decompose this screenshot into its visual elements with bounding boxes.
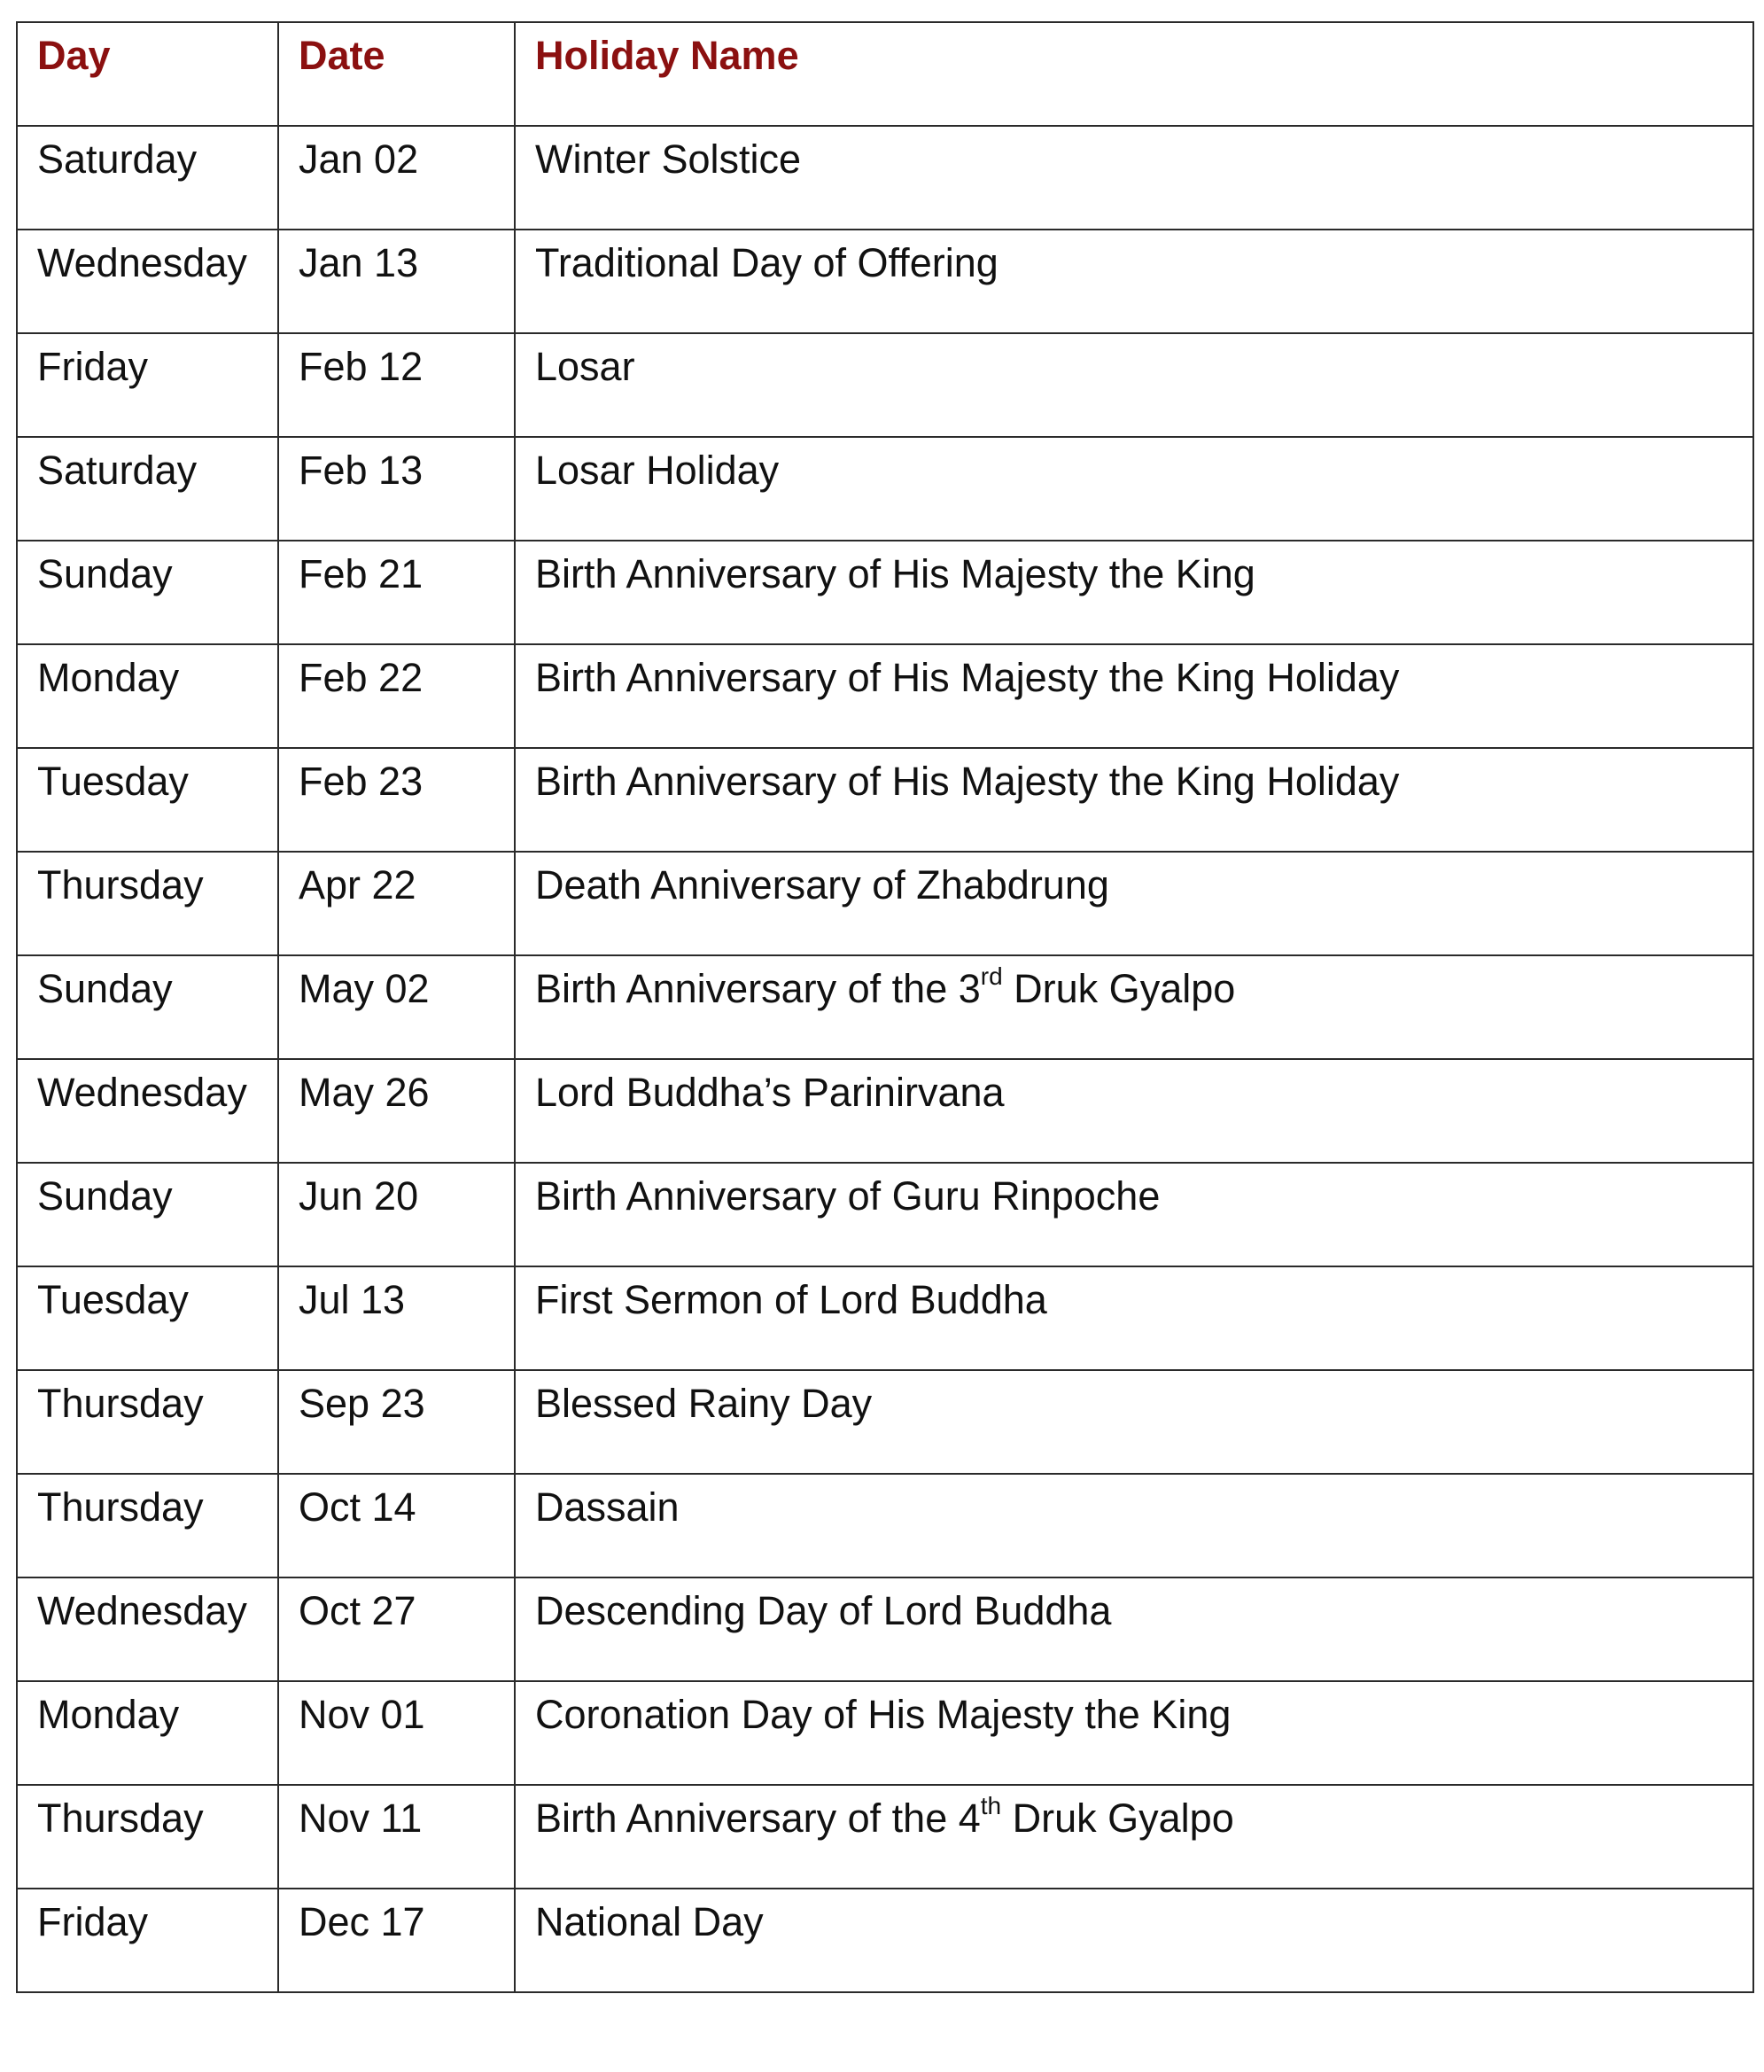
day-cell: Thursday (17, 1370, 278, 1474)
day-cell: Thursday (17, 1474, 278, 1577)
holiday-name-cell: Birth Anniversary of His Majesty the King Holiday (515, 748, 1753, 852)
day-cell: Monday (17, 1681, 278, 1785)
holiday-name-cell: Descending Day of Lord Buddha (515, 1577, 1753, 1681)
date-cell: Feb 21 (278, 541, 515, 644)
date-cell: Sep 23 (278, 1370, 515, 1474)
table-row (17, 748, 1753, 852)
table-row (17, 955, 1753, 1059)
holiday-name-cell: Dassain (515, 1474, 1753, 1577)
day-cell: Wednesday (17, 230, 278, 333)
table-row (17, 1681, 1753, 1785)
date-cell: Nov 11 (278, 1785, 515, 1889)
day-cell: Thursday (17, 1785, 278, 1889)
day-cell: Wednesday (17, 1577, 278, 1681)
ordinal-suffix: th (980, 1792, 1002, 1819)
day-cell: Wednesday (17, 1059, 278, 1163)
holiday-name-cell: Traditional Day of Offering (515, 230, 1753, 333)
holiday-name-text: Druk Gyalpo (1002, 966, 1236, 1011)
column-header-day: Day (17, 22, 278, 126)
table-row (17, 126, 1753, 230)
holiday-name-text: Birth Anniversary of the 4 (535, 1795, 981, 1841)
holiday-name-text: Birth Anniversary of the 3 (535, 966, 981, 1011)
day-cell: Sunday (17, 1163, 278, 1266)
holiday-table-container (16, 21, 1754, 1993)
date-cell: Jan 13 (278, 230, 515, 333)
day-cell: Saturday (17, 437, 278, 541)
table-row (17, 852, 1753, 955)
day-cell: Thursday (17, 852, 278, 955)
table-row (17, 437, 1753, 541)
table-row (17, 1266, 1753, 1370)
date-cell: Jul 13 (278, 1266, 515, 1370)
holiday-name-cell: Lord Buddha’s Parinirvana (515, 1059, 1753, 1163)
holiday-name-cell: Birth Anniversary of His Majesty the King Holiday (515, 644, 1753, 748)
holiday-name-cell (515, 955, 1753, 1059)
holiday-table (16, 21, 1754, 1993)
date-cell: Apr 22 (278, 852, 515, 955)
day-cell: Sunday (17, 541, 278, 644)
ordinal-suffix: rd (980, 962, 1003, 990)
holiday-name-cell: Losar Holiday (515, 437, 1753, 541)
table-row (17, 333, 1753, 437)
holiday-name-cell: Losar (515, 333, 1753, 437)
holiday-name-cell: Birth Anniversary of Guru Rinpoche (515, 1163, 1753, 1266)
table-row (17, 1370, 1753, 1474)
table-header-row (17, 22, 1753, 126)
table-row (17, 1577, 1753, 1681)
column-header-holiday-name: Holiday Name (515, 22, 1753, 126)
day-cell: Friday (17, 333, 278, 437)
day-cell: Sunday (17, 955, 278, 1059)
date-cell: Dec 17 (278, 1889, 515, 1992)
day-cell: Tuesday (17, 1266, 278, 1370)
table-row (17, 1474, 1753, 1577)
date-cell: Jun 20 (278, 1163, 515, 1266)
date-cell: Oct 14 (278, 1474, 515, 1577)
day-cell: Saturday (17, 126, 278, 230)
date-cell: Jan 02 (278, 126, 515, 230)
holiday-name-cell: National Day (515, 1889, 1753, 1992)
table-row (17, 541, 1753, 644)
date-cell: Oct 27 (278, 1577, 515, 1681)
holiday-name-cell: First Sermon of Lord Buddha (515, 1266, 1753, 1370)
day-cell: Friday (17, 1889, 278, 1992)
date-cell: Feb 13 (278, 437, 515, 541)
holiday-name-cell: Blessed Rainy Day (515, 1370, 1753, 1474)
holiday-name-cell: Winter Solstice (515, 126, 1753, 230)
table-row (17, 230, 1753, 333)
holiday-name-cell: Birth Anniversary of His Majesty the King (515, 541, 1753, 644)
day-cell: Tuesday (17, 748, 278, 852)
table-row (17, 1163, 1753, 1266)
date-cell: Feb 22 (278, 644, 515, 748)
column-header-date: Date (278, 22, 515, 126)
date-cell: Feb 12 (278, 333, 515, 437)
table-row (17, 1889, 1753, 1992)
date-cell: Nov 01 (278, 1681, 515, 1785)
holiday-name-cell (515, 1785, 1753, 1889)
table-row (17, 1785, 1753, 1889)
table-row (17, 644, 1753, 748)
day-cell: Monday (17, 644, 278, 748)
date-cell: May 02 (278, 955, 515, 1059)
date-cell: May 26 (278, 1059, 515, 1163)
holiday-name-cell: Coronation Day of His Majesty the King (515, 1681, 1753, 1785)
table-row (17, 1059, 1753, 1163)
date-cell: Feb 23 (278, 748, 515, 852)
holiday-name-cell: Death Anniversary of Zhabdrung (515, 852, 1753, 955)
holiday-name-text: Druk Gyalpo (1001, 1795, 1234, 1841)
